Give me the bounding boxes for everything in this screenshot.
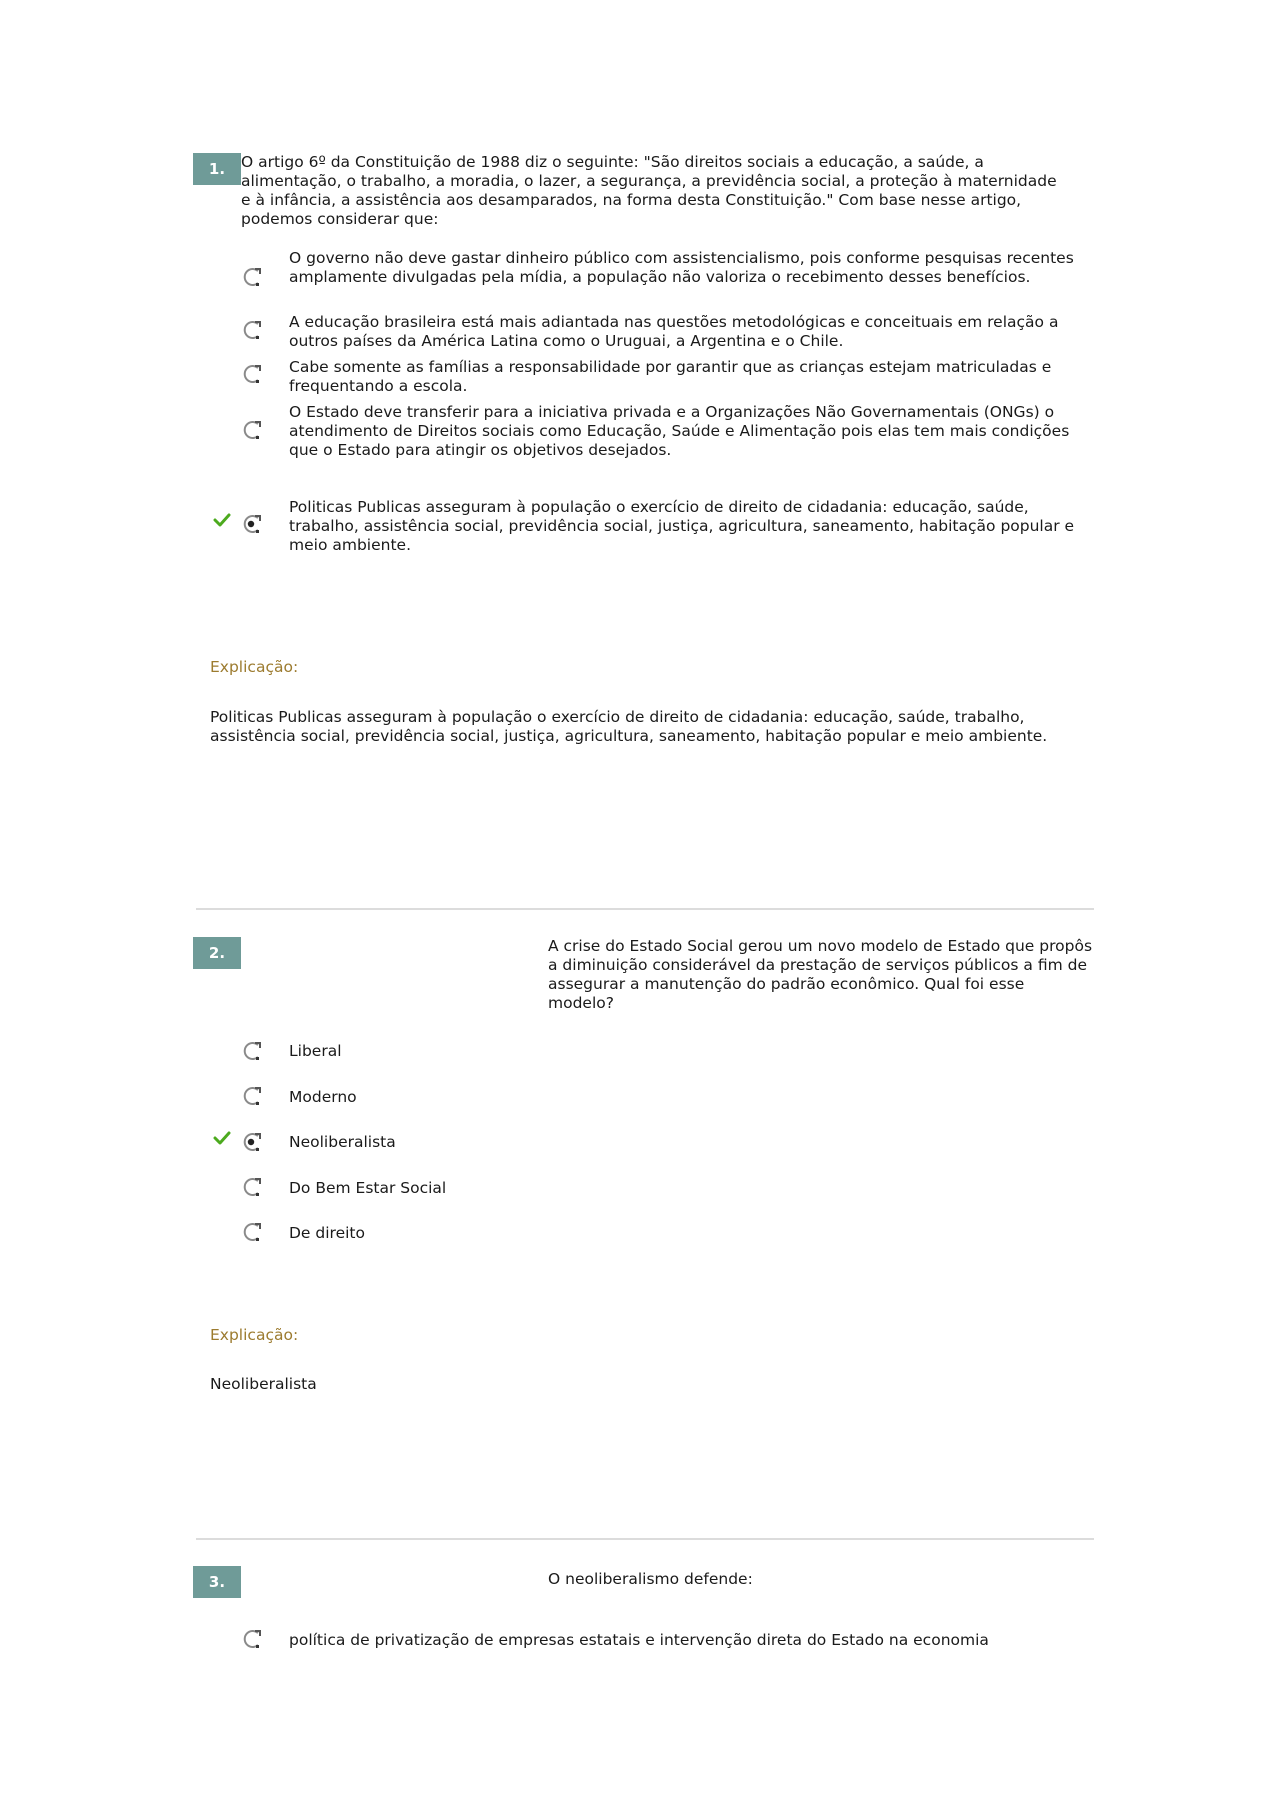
radio-unselected-icon[interactable] — [241, 1085, 263, 1107]
option-label: O Estado deve transferir para a iniciativa privada e a Organizações Não Governamentais (ONGs) o atendimento de Direitos sociais como Educação, Saúde e Alimentação pois elas tem mais condições que o Estado para atingir os objetivos desejados. — [289, 403, 1070, 459]
option-label: Moderno — [289, 1088, 357, 1106]
explanation-text: Neoliberalista — [210, 1375, 317, 1393]
question-number-badge: 3. — [193, 1566, 241, 1598]
option-label: O governo não deve gastar dinheiro público com assistencialismo, pois conforme pesquisas recentes amplamente divulgadas pela mídia, a população não valoriza o recebimento desses benefícios. — [289, 249, 1074, 286]
option-label: Cabe somente as famílias a responsabilidade por garantir que as crianças estejam matriculadas e frequentando a escola. — [289, 358, 1052, 395]
question-text: O artigo 6º da Constituição de 1988 diz o seguinte: "São direitos sociais a educação, a saúde, a alimentação, o trabalho, a moradia, o lazer, a segurança, a previdência social, a proteção à maternidade e à infância, a assistência aos desamparados, na forma desta Constituição." Com base nesse artigo, podemos considerar que: — [241, 153, 1057, 228]
option-label: Neoliberalista — [289, 1133, 396, 1151]
radio-selected-icon[interactable] — [241, 1131, 263, 1153]
question-divider — [196, 908, 1094, 910]
option-label: Do Bem Estar Social — [289, 1179, 447, 1197]
radio-unselected-icon[interactable] — [241, 419, 263, 441]
option-label: Liberal — [289, 1042, 342, 1060]
correct-check-icon — [213, 1131, 231, 1145]
radio-unselected-icon[interactable] — [241, 319, 263, 341]
radio-unselected-icon[interactable] — [241, 1628, 263, 1650]
option-label: A educação brasileira está mais adiantada nas questões metodológicas e conceituais em relação a outros países da América Latina como o Uruguai, a Argentina e o Chile. — [289, 313, 1059, 350]
radio-unselected-icon[interactable] — [241, 266, 263, 288]
question-number-badge: 2. — [193, 937, 241, 969]
radio-unselected-icon[interactable] — [241, 1176, 263, 1198]
option-label: De direito — [289, 1224, 365, 1242]
radio-unselected-icon[interactable] — [241, 1040, 263, 1062]
explanation-text: Politicas Publicas asseguram à população o exercício de direito de cidadania: educação, saúde, trabalho, assistência social, previdência social, justiça, agricultura, saneamento, habitação popular e meio ambiente. — [210, 708, 1048, 745]
question-divider — [196, 1538, 1094, 1540]
radio-selected-icon[interactable] — [241, 513, 263, 535]
correct-check-icon — [213, 513, 231, 527]
question-number-badge: 1. — [193, 153, 241, 185]
option-label: política de privatização de empresas estatais e intervenção direta do Estado na economia — [289, 1631, 989, 1649]
radio-unselected-icon[interactable] — [241, 1221, 263, 1243]
explanation-label: Explicação: — [210, 1326, 299, 1344]
question-text: A crise do Estado Social gerou um novo modelo de Estado que propôs a diminuição considerável da prestação de serviços públicos a fim de assegurar a manutenção do padrão econômico. Qual foi esse modelo? — [548, 937, 1093, 1012]
question-text: O neoliberalismo defende: — [548, 1570, 753, 1588]
radio-unselected-icon[interactable] — [241, 363, 263, 385]
option-label: Politicas Publicas asseguram à população o exercício de direito de cidadania: educação, saúde, trabalho, assistência social, previdência social, justiça, agricultura, saneamento, habitação popular e meio ambiente. — [289, 498, 1075, 554]
explanation-label: Explicação: — [210, 658, 299, 676]
